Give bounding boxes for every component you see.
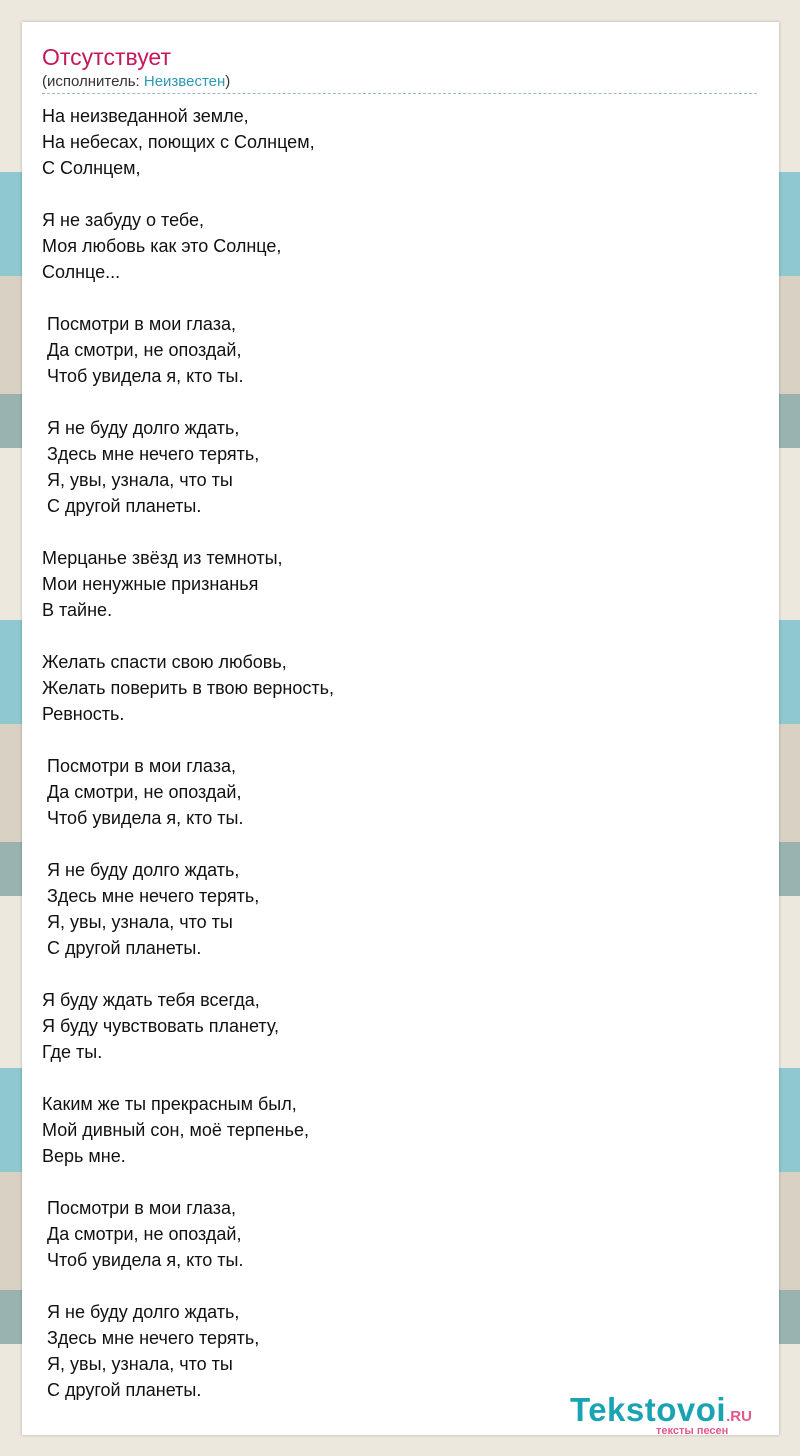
song-title: Отсутствует: [42, 44, 171, 70]
lyrics-card: [22, 22, 779, 1435]
logo-tagline: тексты песен: [656, 1425, 729, 1437]
artist-line: [42, 73, 230, 91]
header-divider: [42, 93, 757, 94]
logo-main-text: Tekstovoi: [570, 1391, 727, 1428]
lyrics-text: На неизведанной земле, На небесах, поющих с Солнцем, С Солнцем, Я не забуду о тебе, Моя любовь как это Солнце, Солнце... Посмотри в мои глаза, Да смотри, не опоздай, Чтоб увидела я, кто ты. Я не буду долго ждать, Здесь мне нечего терять, Я, увы, узнала, что ты С другой планеты. Мерцанье звёзд из темноты, Мои ненужные признанья В тайне. Желать спасти свою любовь, Желать поверить в твою верность, Ревность. Посмотри в мои глаза, Да смотри, не опоздай, Чтоб увидела я, кто ты. Я не буду долго ждать, Здесь мне нечего терять, Я, увы, узнала, что ты С другой планеты. Я буду ждать тебя всегда, Я буду чувствовать планету, Где ты. Каким же ты прекрасным был, Мой дивный сон, моё терпенье, Верь мне. Посмотри в мои глаза, Да смотри, не опоздай, Чтоб увидела я, кто ты. Я не буду долго ждать, Здесь мне нечего терять, Я, увы, узнала, что ты С другой планеты.: [42, 106, 335, 1400]
site-logo[interactable]: [570, 1391, 770, 1437]
artist-prefix: (исполнитель:: [42, 73, 144, 90]
artist-suffix: ): [225, 73, 231, 90]
logo-suffix: .RU: [726, 1408, 752, 1425]
artist-link[interactable]: Неизвестен: [143, 73, 226, 90]
